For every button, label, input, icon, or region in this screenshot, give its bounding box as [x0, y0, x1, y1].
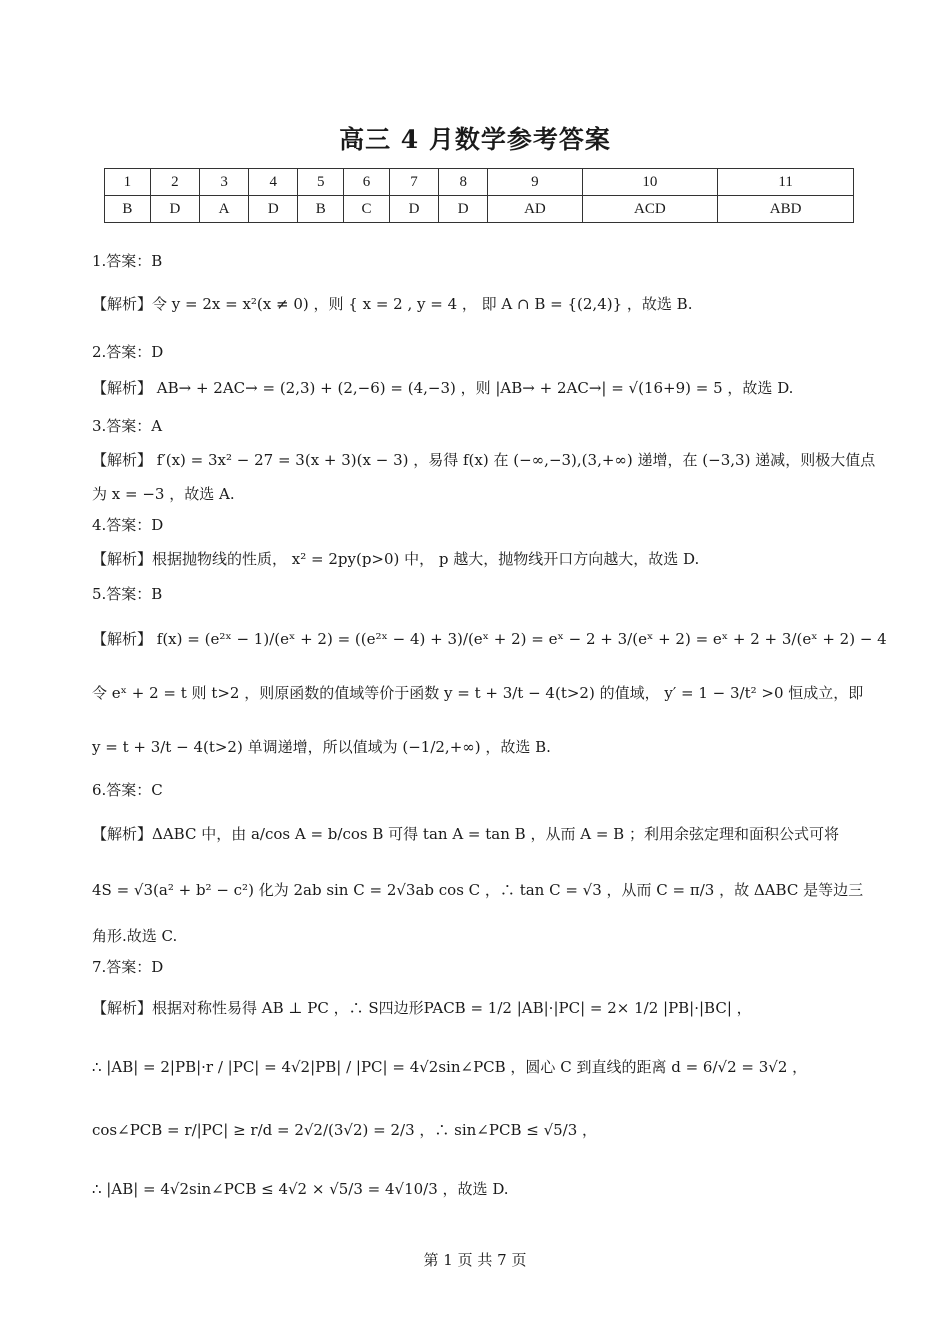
- question-number-cell: 8: [439, 169, 488, 196]
- answer-7: 7.答案：D: [92, 958, 164, 976]
- answer-table-number-row: [105, 169, 854, 196]
- question-number-cell: 3: [199, 169, 248, 196]
- answer-cell: D: [249, 196, 298, 223]
- answer-cell: D: [150, 196, 199, 223]
- answer-cell: D: [389, 196, 438, 223]
- answer-table: [104, 168, 854, 223]
- answer-cell: B: [105, 196, 151, 223]
- solution-5-line-1: 【解析】 f(x) = (e²ˣ − 1)/(eˣ + 2) = ((e²ˣ − 4) + 3)/(eˣ + 2) = eˣ − 2 + 3/(eˣ + 2) = eˣ + 2 + 3/(eˣ + 2) − 4: [92, 630, 887, 648]
- answer-3: 3.答案：A: [92, 417, 163, 435]
- solution-5-line-3: y = t + 3/t − 4(t>2) 单调递增，所以值域为 (−1/2,+∞) ，故选 B.: [92, 738, 551, 756]
- page-title: 高三 4 月数学参考答案: [339, 125, 611, 154]
- answer-cell: ABD: [718, 196, 854, 223]
- question-number-cell: 10: [582, 169, 718, 196]
- solution-5-line-2: 令 eˣ + 2 = t 则 t>2 ，则原函数的值域等价于函数 y = t + 3/t − 4(t>2) 的值域， y′ = 1 − 3/t² >0 恒成立，即: [92, 684, 864, 702]
- solution-4-line-1: 【解析】根据抛物线的性质， x² = 2py(p>0) 中， p 越大，抛物线开口方向越大，故选 D.: [92, 550, 700, 568]
- answer-cell: AD: [488, 196, 582, 223]
- solution-6-line-1: 【解析】ΔABC 中，由 a/cos A = b/cos B 可得 tan A = tan B ，从而 A = B ；利用余弦定理和面积公式可将: [92, 825, 839, 843]
- solution-7-line-4: ∴ |AB| = 4√2sin∠PCB ≤ 4√2 × √5/3 = 4√10/3 ，故选 D.: [92, 1180, 509, 1198]
- solution-1-line-1: 【解析】令 y = 2x = x²(x ≠ 0) ，则 { x = 2 , y = 4 ， 即 A ∩ B = {(2,4)} ，故选 B.: [92, 295, 693, 313]
- solution-6-line-3: 角形.故选 C.: [92, 927, 178, 945]
- answer-cell: A: [199, 196, 248, 223]
- answer-1: 1.答案：B: [92, 252, 163, 270]
- solution-3-line-1: 【解析】 f′(x) = 3x² − 27 = 3(x + 3)(x − 3) ，易得 f(x) 在 (−∞,−3),(3,+∞) 递增，在 (−3,3) 递减，则极大值点: [92, 451, 876, 469]
- answer-cell: C: [344, 196, 390, 223]
- question-number-cell: 11: [718, 169, 854, 196]
- solution-7-line-3: cos∠PCB = r/|PC| ≥ r/d = 2√2/(3√2) = 2/3 ，∴ sin∠PCB ≤ √5/3 ，: [92, 1121, 598, 1139]
- answer-5: 5.答案：B: [92, 585, 163, 603]
- answer-2: 2.答案：D: [92, 343, 164, 361]
- page-footer: 第 1 页 共 7 页: [423, 1251, 527, 1269]
- answer-table-answer-row: [105, 196, 854, 223]
- answer-cell: ACD: [582, 196, 718, 223]
- solution-6-line-2: 4S = √3(a² + b² − c²) 化为 2ab sin C = 2√3ab cos C ，∴ tan C = √3 ，从而 C = π/3 ，故 ΔABC 是等边三: [92, 881, 864, 899]
- solution-7-line-2: ∴ |AB| = 2|PB|·r / |PC| = 4√2|PB| / |PC| = 4√2sin∠PCB ，圆心 C 到直线的距离 d = 6/√2 = 3√2 ，: [92, 1058, 808, 1076]
- question-number-cell: 6: [344, 169, 390, 196]
- answer-4: 4.答案：D: [92, 516, 164, 534]
- question-number-cell: 9: [488, 169, 582, 196]
- answer-6: 6.答案：C: [92, 781, 163, 799]
- solution-3-line-2: 为 x = −3 ，故选 A.: [92, 485, 235, 503]
- question-number-cell: 7: [389, 169, 438, 196]
- answer-cell: B: [298, 196, 344, 223]
- question-number-cell: 4: [249, 169, 298, 196]
- question-number-cell: 1: [105, 169, 151, 196]
- question-number-cell: 2: [150, 169, 199, 196]
- solution-7-line-1: 【解析】根据对称性易得 AB ⊥ PC ，∴ S四边形PACB = 1/2 |AB|·|PC| = 2× 1/2 |PB|·|BC| ，: [92, 999, 752, 1017]
- answer-cell: D: [439, 196, 488, 223]
- solution-2-line-1: 【解析】 AB→ + 2AC→ = (2,3) + (2,−6) = (4,−3) ，则 |AB→ + 2AC→| = √(16+9) = 5 ，故选 D.: [92, 379, 794, 397]
- question-number-cell: 5: [298, 169, 344, 196]
